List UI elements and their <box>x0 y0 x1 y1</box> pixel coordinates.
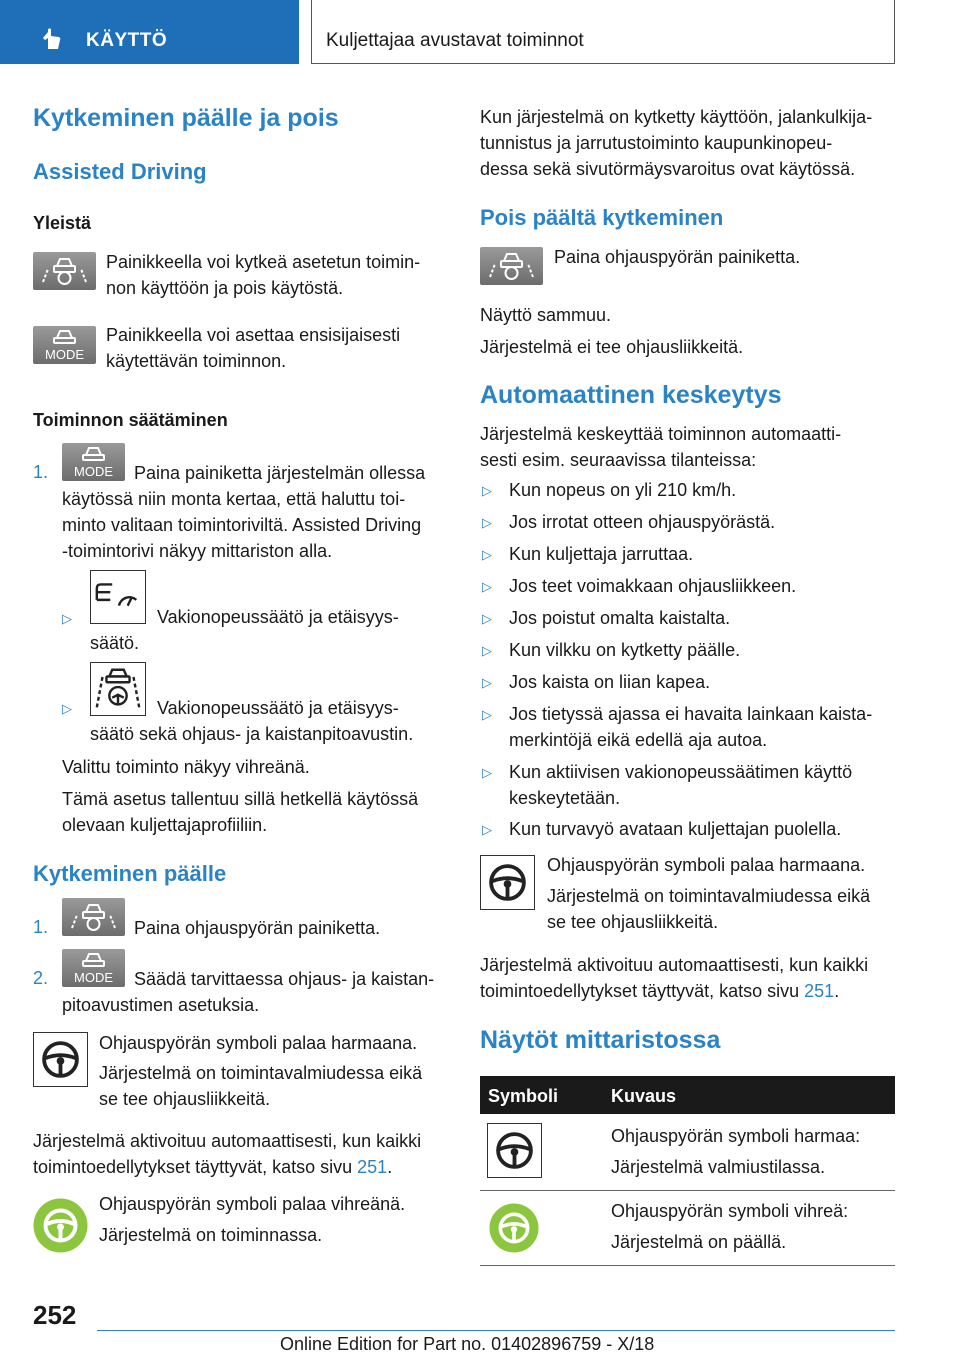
green-symbol-line1: Ohjauspyörän symboli palaa vihreänä. <box>99 1194 406 1214</box>
auto-activate-line2 <box>33 1154 392 1180</box>
grey-symbol-line2: Järjestelmä on toimintavalmiudessa eikä <box>547 886 871 906</box>
no-steer-text: Järjestelmä ei tee ohjausliikkeitä. <box>480 337 744 357</box>
btn2-text-line1: Painikkeella voi asettaa ensisijaisesti <box>106 325 401 345</box>
option2-line2: säätö sekä ohjaus- ja kaistanpitoavustin. <box>90 724 414 744</box>
steering-wheel-grey-icon <box>487 1123 542 1178</box>
subtitle: Assisted Driving <box>33 159 207 184</box>
auto-activate-line1: Järjestelmä aktivoituu automaattisesti, kun kaikki <box>33 1131 422 1151</box>
grey-symbol-line2: Järjestelmä on toimintavalmiudessa eikä <box>99 1063 423 1083</box>
list-item: Kun turvavyö avataan kuljettajan puolella. <box>509 819 842 839</box>
list-item: Jos kaista on liian kapea. <box>509 672 711 692</box>
bullet-marker: ▷ <box>482 707 492 722</box>
grey-symbol-line1: Ohjauspyörän symboli palaa harmaana. <box>547 855 866 875</box>
steering-wheel-green-icon <box>489 1203 539 1253</box>
section-title: KÄYTTÖ <box>86 30 168 51</box>
period: . <box>387 1157 393 1177</box>
btn2-text-line2: käytettävän toiminnon. <box>106 351 287 371</box>
on-step2-number: 2. <box>33 968 49 988</box>
grey-symbol-line3: se tee ohjausliikkeitä. <box>99 1089 271 1109</box>
list-item: Kun kuljettaja jarruttaa. <box>509 544 694 564</box>
bullet-marker: ▷ <box>482 822 492 837</box>
list-item-line2: keskeytetään. <box>509 788 621 808</box>
list-item: Jos irrotat otteen ohjauspyörästä. <box>509 512 776 532</box>
table-row2-line2: Järjestelmä on päällä. <box>611 1232 787 1252</box>
table-divider <box>480 1190 895 1191</box>
step1-number: 1. <box>33 462 49 482</box>
hand-pointer-icon <box>40 27 64 51</box>
bullet-marker: ▷ <box>482 611 492 626</box>
bullet-marker: ▷ <box>482 547 492 562</box>
adjust-heading: Toiminnon säätäminen <box>33 410 228 430</box>
on-step2-line2: pitoavustimen asetuksia. <box>62 995 260 1015</box>
mode-label: MODE <box>45 347 84 362</box>
column-header-description: Kuvaus <box>611 1086 677 1106</box>
intro-line2: tunnistus ja jarrutustoiminto kaupunkinopeu‐ <box>480 133 833 153</box>
reactivate-line2 <box>480 978 839 1004</box>
selected-green-text: Valittu toiminto näkyy vihreänä. <box>62 757 310 777</box>
mode-label: MODE <box>74 970 113 985</box>
mode-label: MODE <box>74 464 113 479</box>
step1-line4: ‑toimintorivi näkyy mittariston alla. <box>62 541 333 561</box>
saved-line1: Tämä asetus tallentuu sillä hetkellä käytössä <box>62 789 419 809</box>
list-item: Jos poistut omalta kaistalta. <box>509 608 731 628</box>
list-item-line1: Jos tietyssä ajassa ei havaita lainkaan kaista‐ <box>509 704 873 724</box>
general-heading: Yleistä <box>33 213 92 233</box>
list-item-line1: Kun aktiivisen vakionopeussäätimen käyttö <box>509 762 853 782</box>
list-item: Jos teet voimakkaan ohjausliikkeen. <box>509 576 797 596</box>
mode-button-icon <box>62 949 125 987</box>
page-number: 252 <box>33 1300 77 1330</box>
intro-line3: dessa sekä sivutörmäysvaroitus ovat käytössä. <box>480 159 856 179</box>
bullet-marker: ▷ <box>482 483 492 498</box>
grey-symbol-line1: Ohjauspyörän symboli palaa harmaana. <box>99 1033 418 1053</box>
list-item: Kun vilkku on kytketty päälle. <box>509 640 741 660</box>
steering-wheel-grey-icon <box>33 1032 88 1087</box>
auto-interrupt-line2: sesti esim. seuraavissa tilanteissa: <box>480 450 757 470</box>
step1-line2: käytössä niin monta kertaa, että haluttu toi‐ <box>62 489 406 509</box>
bullet-marker: ▷ <box>482 643 492 658</box>
table-divider <box>480 1265 895 1266</box>
assist-button-icon <box>480 247 543 285</box>
page-link[interactable]: 251 <box>357 1157 388 1177</box>
table-row1-line1: Ohjauspyörän symboli harmaa: <box>611 1126 861 1146</box>
cruise-distance-icon <box>90 570 146 624</box>
page-link[interactable]: 251 <box>804 981 835 1001</box>
chapter-title: Kuljettajaa avustavat toiminnot <box>326 30 584 51</box>
cruise-lane-icon <box>90 662 146 716</box>
auto-interrupt-line1: Järjestelmä keskeyttää toiminnon automaatti‐ <box>480 424 842 444</box>
btn1-text-line2: non käyttöön ja pois käytöstä. <box>106 278 344 298</box>
table-header <box>480 1076 895 1114</box>
displays-heading: Näytöt mittaristossa <box>480 1026 721 1054</box>
saved-line2: olevaan kuljettajaprofiiliin. <box>62 815 268 835</box>
step1-line3: minto valitaan toimintoriviltä. Assisted Driving <box>62 515 422 535</box>
display-off-text: Näyttö sammuu. <box>480 305 612 325</box>
option2-line1: Vakionopeussäätö ja etäisyys‐ <box>157 698 399 718</box>
on-step1-number: 1. <box>33 917 49 937</box>
chapter-header <box>311 0 895 64</box>
switch-on-heading: Kytkeminen päälle <box>33 861 227 886</box>
grey-symbol-line3: se tee ohjausliikkeitä. <box>547 912 719 932</box>
assist-button-icon <box>62 898 125 936</box>
auto-activate-text: toimintoedellytykset täyttyvät, katso sivu <box>33 1157 358 1177</box>
btn1-text-line1: Painikkeella voi kytkeä asetetun toimin‐ <box>106 252 421 272</box>
step1-line1: Paina painiketta järjestelmän ollessa <box>134 463 426 483</box>
option1-line2: säätö. <box>90 633 140 653</box>
bullet-marker: ▷ <box>482 675 492 690</box>
bullet-marker: ▷ <box>62 611 72 626</box>
on-step1-text: Paina ohjauspyörän painiketta. <box>134 918 381 938</box>
table-row1-line2: Järjestelmä valmiustilassa. <box>611 1157 826 1177</box>
green-symbol-line2: Järjestelmä on toiminnassa. <box>99 1225 323 1245</box>
steering-wheel-green-icon <box>33 1198 88 1253</box>
edition-text: Online Edition for Part no. 01402896759 - X/18 <box>280 1334 655 1354</box>
reactivate-line1: Järjestelmä aktivoituu automaattisesti, kun kaikki <box>480 955 869 975</box>
page-title: Kytkeminen päälle ja pois <box>33 104 339 132</box>
header-tab <box>0 0 299 64</box>
switch-off-text: Paina ohjauspyörän painiketta. <box>554 247 801 267</box>
steering-wheel-grey-icon <box>480 855 535 910</box>
reactivate-text: toimintoedellytykset täyttyvät, katso sivu <box>480 981 805 1001</box>
assist-button-icon <box>33 252 96 290</box>
on-step2-line1: Säädä tarvittaessa ohjaus- ja kaistan‐ <box>134 969 435 989</box>
list-item-line2: merkintöjä eikä edellä aja autoa. <box>509 730 768 750</box>
period: . <box>834 981 840 1001</box>
footer-rule <box>97 1330 895 1331</box>
option1-line1: Vakionopeussäätö ja etäisyys‐ <box>157 607 399 627</box>
column-header-symbol: Symboli <box>488 1086 559 1106</box>
mode-button-icon <box>62 443 125 481</box>
switch-off-heading: Pois päältä kytkeminen <box>480 205 724 230</box>
table-row2-line1: Ohjauspyörän symboli vihreä: <box>611 1201 849 1221</box>
bullet-marker: ▷ <box>482 765 492 780</box>
list-item: Kun nopeus on yli 210 km/h. <box>509 480 737 500</box>
mode-button-icon <box>33 326 96 364</box>
bullet-marker: ▷ <box>482 515 492 530</box>
bullet-marker: ▷ <box>62 701 72 716</box>
intro-line1: Kun järjestelmä on kytketty käyttöön, jalankulkija‐ <box>480 107 873 127</box>
auto-interrupt-heading: Automaattinen keskeytys <box>480 381 782 409</box>
bullet-marker: ▷ <box>482 579 492 594</box>
